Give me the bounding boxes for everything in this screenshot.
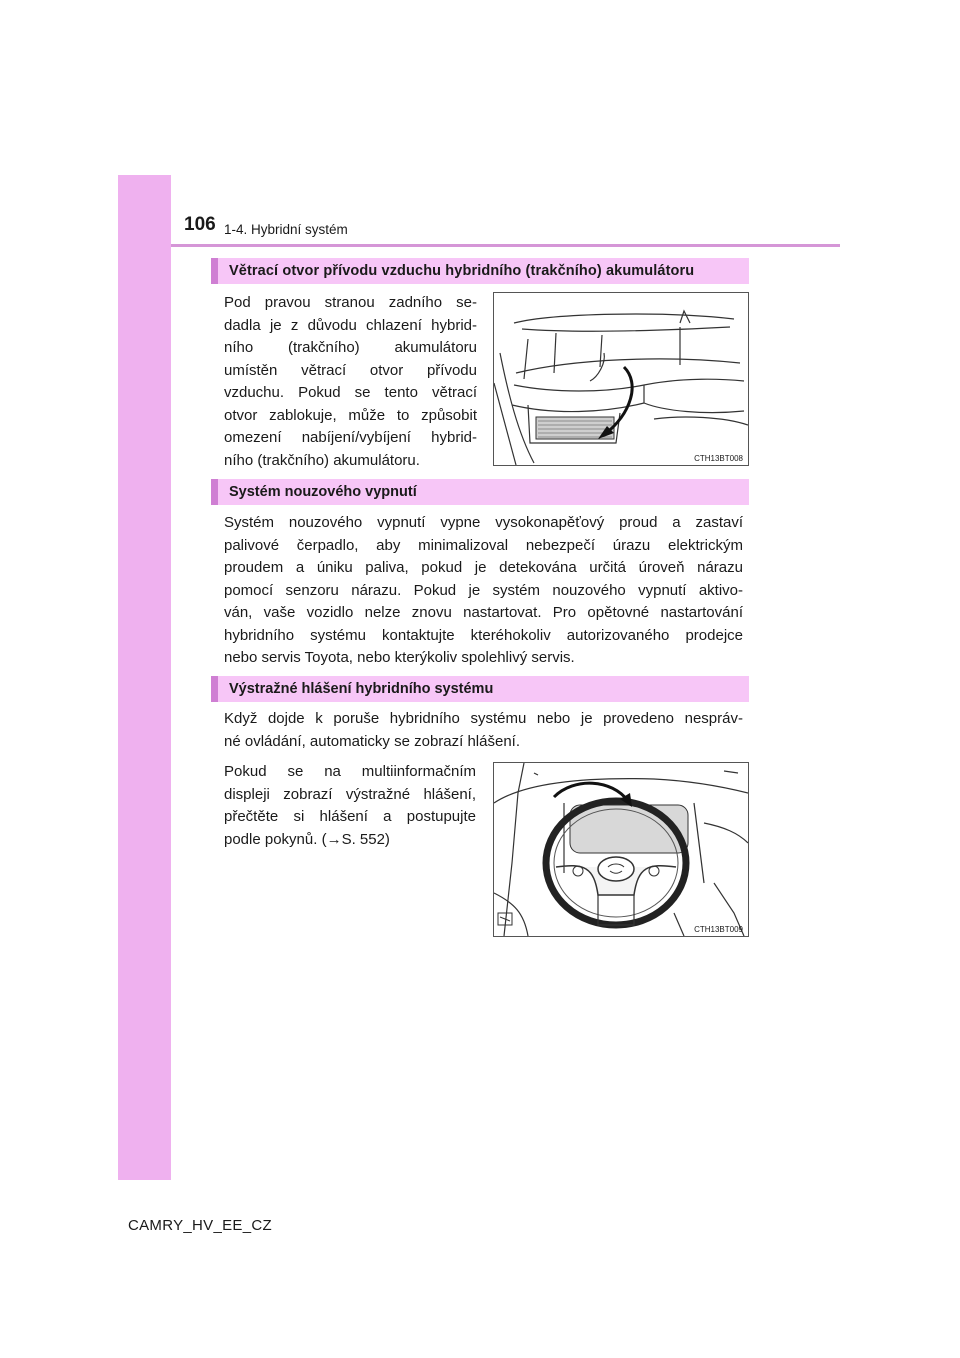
paragraph-emergency-shutoff	[224, 512, 743, 670]
text-line: ván, vaše vozidlo nelze znovu nastartovat. Pro opětovné nastartování	[224, 604, 743, 621]
text-line: vzduchu. Pokud se tento větrací	[224, 384, 477, 401]
heading-emergency-shutoff: Systém nouzového vypnutí	[211, 479, 749, 505]
figure-dashboard-display	[493, 762, 749, 937]
text-line: dadla je z důvodu chlazení hybrid-	[224, 316, 477, 334]
document-code: CAMRY_HV_EE_CZ	[128, 1217, 272, 1234]
text-line: ního (trakčního) akumulátoru.	[224, 451, 420, 469]
text-line: nebo servis Toyota, nebo kterýkoliv spolehlivý servis.	[224, 649, 575, 666]
figure-rear-seat-air-vent	[493, 292, 749, 466]
text-line: podle pokynů. (→S. 552)	[224, 830, 390, 848]
text-line: proudem a úniku paliva, pokud je detekována určitá úroveň nárazu	[224, 559, 743, 576]
chapter-side-tab	[118, 175, 171, 1180]
text-line: Pod pravou stranou zadního se-	[224, 294, 477, 311]
figure-code: CTH13BT008	[694, 454, 743, 463]
text-line: omezení nabíjení/vybíjení hybrid-	[224, 429, 477, 446]
heading-hybrid-warning-message: Výstražné hlášení hybridního systému	[211, 676, 749, 702]
paragraph-battery-air-intake	[224, 292, 477, 472]
dashboard-illustration	[494, 763, 748, 936]
text-line: přečtěte si hlášení a postupujte	[224, 808, 476, 825]
section-title: 1-4. Hybridní systém	[224, 222, 348, 237]
text-line: displeji zobrazí výstražné hlášení,	[224, 785, 476, 803]
heading-battery-air-intake: Větrací otvor přívodu vzduchu hybridního (trakčního) akumulátoru	[211, 258, 749, 284]
page-number: 106	[184, 214, 216, 235]
figure-code: CTH13BT009	[694, 925, 743, 934]
paragraph-warning-display	[224, 761, 476, 851]
text-line: Systém nouzového vypnutí vypne vysokonapěťový proud a zastaví	[224, 514, 743, 531]
text-line: pomocí senzoru nárazu. Pokud je systém nouzového vypnutí aktivo-	[224, 581, 743, 599]
text-line: ního (trakčního) akumulátoru	[224, 339, 477, 356]
text-line: Když dojde k poruše hybridního systému nebo je provedeno nespráv-	[224, 710, 743, 727]
text-line: umístěn větrací otvor přívodu	[224, 361, 477, 379]
text-line: otvor zablokuje, může to způsobit	[224, 406, 477, 424]
text-line: né ovládání, automaticky se zobrazí hlášení.	[224, 732, 521, 750]
header-divider	[171, 244, 840, 247]
text-line: Pokud se na multiinformačním	[224, 763, 476, 780]
paragraph-warning-intro	[224, 708, 743, 753]
rear-seat-illustration	[494, 293, 748, 465]
text-line: hybridního systému kontaktujte kteréhokoliv autorizovaného prodejce	[224, 626, 743, 644]
text-line: palivové čerpadlo, aby minimalizoval nebezpečí úrazu elektrickým	[224, 536, 743, 554]
